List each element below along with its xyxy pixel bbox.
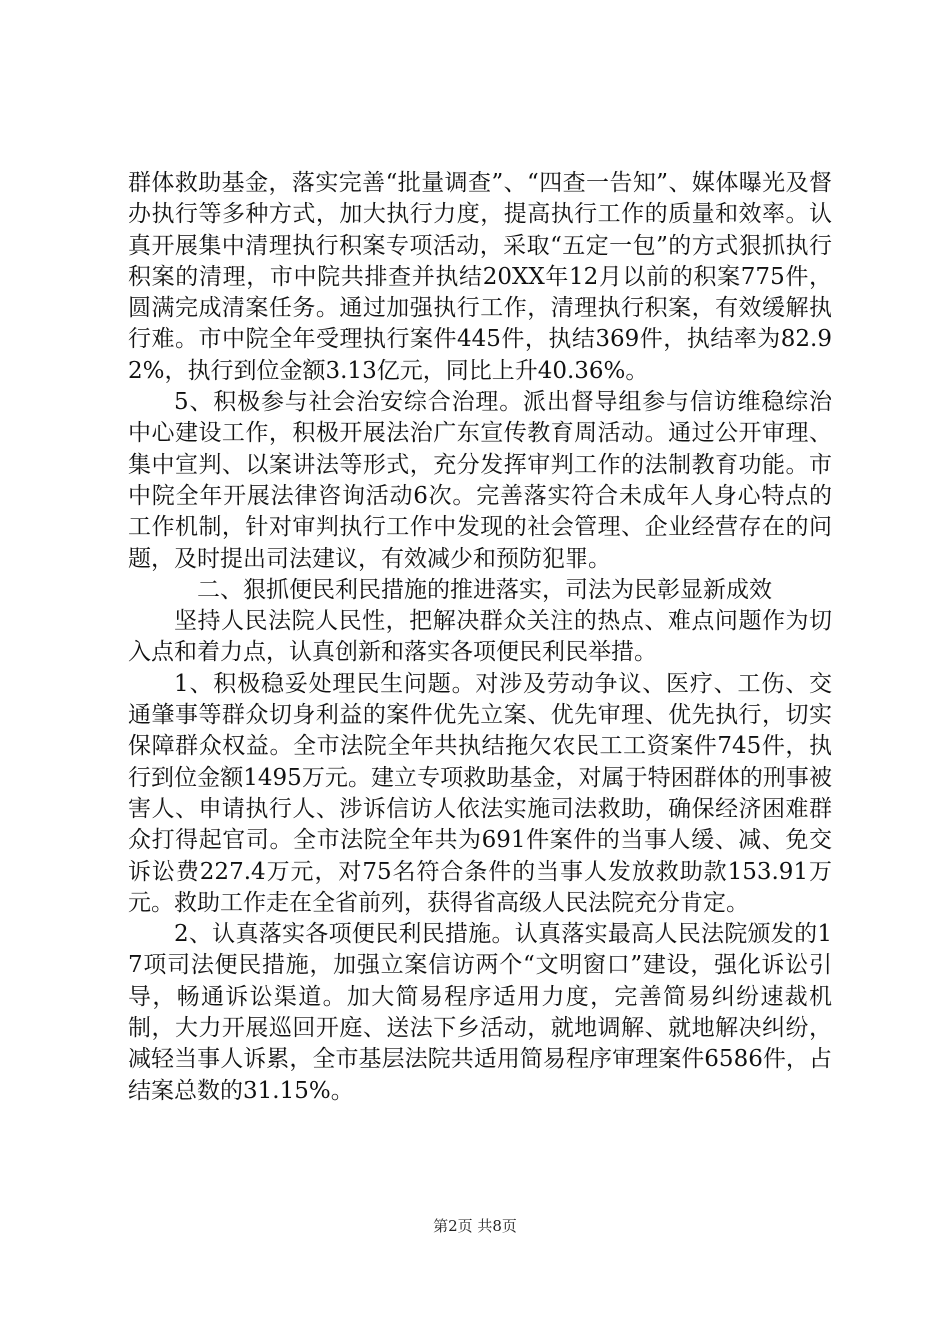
paragraph-execution-work: 群体救助基金，落实完善“批量调查”、“四查一告知”、媒体曝光及督办执行等多种方式，加大执行力度，提高执行工作的质量和效率。认真开展集中清理执行积案专项活动，采取“五定一包”的方式狠抓执行积案的清理，市中院共排查并执结20XX年12月以前的积案775件，圆满完成清案任务。通过加强执行工作，清理执行积案，有效缓解执行难。市中院全年受理执行案件445件，执结369件，执结率为82.92%，执行到位金额3.13亿元，同比上升40.36%。 <box>128 170 832 384</box>
document-body <box>128 168 832 1107</box>
paragraph-people-oriented: 坚持人民法院人民性，把解决群众关注的热点、难点问题作为切入点和着力点，认真创新和落实各项便民利民举措。 <box>128 608 832 666</box>
page-footer: 第2页 共8页 <box>433 1217 517 1235</box>
paragraph-social-security-governance: 5、积极参与社会治安综合治理。派出督导组参与信访维稳综治中心建设工作，积极开展法治广东宣传教育周活动。通过公开审理、集中宣判、以案讲法等形式，充分发挥审判工作的法制教育功能。市中院全年开展法律咨询活动6次。完善落实符合未成年人身心特点的工作机制，针对审判执行工作中发现的社会管理、企业经营存在的问题，及时提出司法建议，有效减少和预防犯罪。 <box>128 389 832 572</box>
section-heading-two: 二、狠抓便民利民措施的推进落实，司法为民彰显新成效 <box>197 576 772 603</box>
paragraph-livelihood-issues: 1、积极稳妥处理民生问题。对涉及劳动争议、医疗、工伤、交通肇事等群众切身利益的案件优先立案、优先审理、优先执行，切实保障群众权益。全市法院全年共执结拖欠农民工工资案件745件，执行到位金额1495万元。建立专项救助基金，对属于特困群体的刑事被害人、申请执行人、涉诉信访人依法实施司法救助，确保经济困难群众打得起官司。全市法院全年共为691件案件的当事人缓、减、免交诉讼费227.4万元，对75名符合条件的当事人发放救助款153.91万元。救助工作走在全省前列，获得省高级人民法院充分肯定。 <box>128 670 832 916</box>
paragraph-convenience-measures: 2、认真落实各项便民利民措施。认真落实最高人民法院颁发的17项司法便民措施，加强立案信访两个“文明窗口”建设，强化诉讼引导，畅通诉讼渠道。加大简易程序适用力度，完善简易纠纷速裁机制，大力开展巡回开庭、送法下乡活动，就地调解、就地解决纠纷，减轻当事人诉累，全市基层法院共适用简易程序审理案件6586件，占结案总数的31.15%。 <box>128 921 832 1104</box>
